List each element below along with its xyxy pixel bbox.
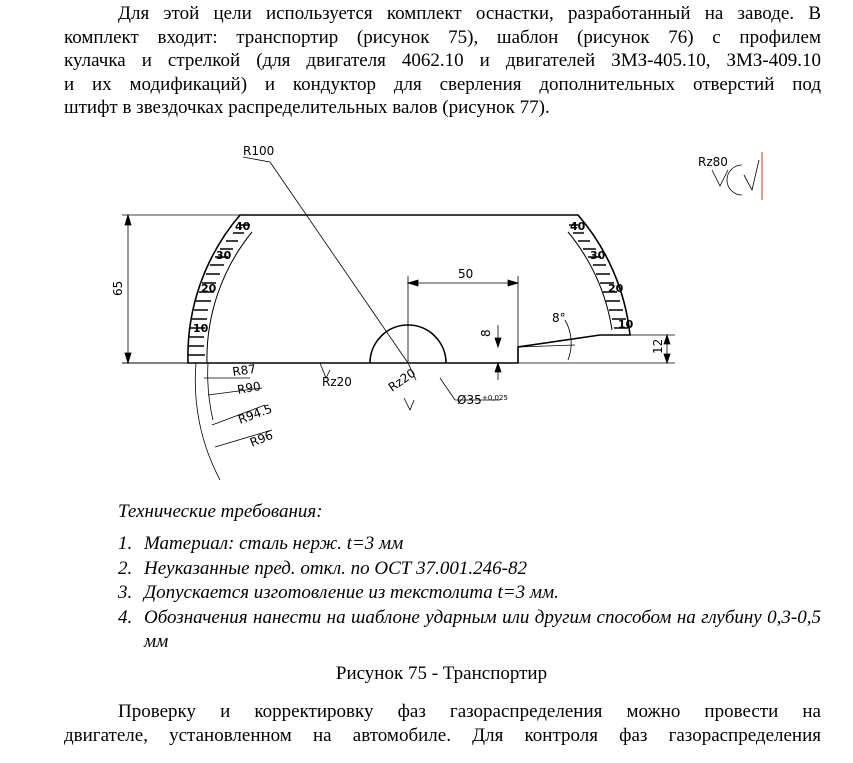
scale-label: 30 xyxy=(216,249,232,262)
dim-65: 65 xyxy=(111,280,125,296)
dim-rz20-base: Rz20 xyxy=(322,375,352,389)
list-item: 4. Обозначения нанести на шаблоне ударным или другим способом на глубину 0,3-0,5 мм xyxy=(118,606,821,652)
protractor-outline xyxy=(188,215,630,363)
scale-label: 40 xyxy=(570,220,586,233)
text-line: и их модификаций) и кондуктор для сверления дополнительных отверстий под xyxy=(64,73,821,95)
scale-label: 40 xyxy=(235,220,251,233)
dim-rz80: Rz80 xyxy=(698,155,728,169)
tail-paragraph xyxy=(64,700,821,747)
dim-8: 8 xyxy=(479,329,493,337)
figure-caption: Рисунок 75 - Транспортир xyxy=(335,663,548,684)
requirements-title: Технические требования: xyxy=(118,501,323,522)
scale-arc-right xyxy=(568,232,612,330)
list-item: 3. Допускается изготовление из текстолита t=3 мм. xyxy=(118,582,559,603)
protractor-drawing xyxy=(0,130,853,495)
dim-rz20-notch: Rz20 xyxy=(385,365,419,395)
dim-d35: Ø35 xyxy=(457,393,482,407)
scale-label: 20 xyxy=(608,282,624,295)
dim-r100: R100 xyxy=(243,144,275,158)
scale-label: 10 xyxy=(618,318,634,331)
dim-r945: R94.5 xyxy=(236,401,274,427)
text-line: кулачка и стрелкой (для двигателя 4062.10 и двигателей ЗМЗ-405.10, ЗМЗ-409.10 xyxy=(64,50,821,71)
text-line: двигателе, установленном на автомобиле. Для контроля фаз газораспределения xyxy=(64,724,821,746)
requirements-list xyxy=(118,532,821,655)
dim-r90: R90 xyxy=(236,379,262,397)
dim-d35-tolerance: +0,025 xyxy=(482,394,508,402)
dim-r96: R96 xyxy=(247,427,276,450)
intro-paragraph xyxy=(64,2,821,120)
scale-label: 10 xyxy=(193,322,209,335)
scale-label: 20 xyxy=(201,282,217,295)
text-line: комплект входит: транспортир (рисунок 75), шаблон (рисунок 76) с профилем xyxy=(64,26,821,48)
dim-12: 12 xyxy=(651,338,665,354)
scale-label: 30 xyxy=(590,249,606,262)
dim-angle: 8° xyxy=(552,311,566,325)
text-line: Для этой цели используется комплект оснастки, разработанный на заводе. В xyxy=(118,3,821,24)
text-line: Проверку и корректировку фаз газораспределения можно провести на xyxy=(118,701,821,722)
list-item: 2. Неуказанные пред. откл. по ОСТ 37.001.246-82 xyxy=(118,557,527,579)
list-item: 1. Материал: сталь нерж. t=3 мм xyxy=(118,533,404,554)
dim-r87: R87 xyxy=(231,361,257,379)
text-line: штифт в звездочках распределительных валов (рисунок 77). xyxy=(64,97,550,118)
scale-ticks-right xyxy=(569,225,628,328)
dim-50: 50 xyxy=(458,267,474,281)
